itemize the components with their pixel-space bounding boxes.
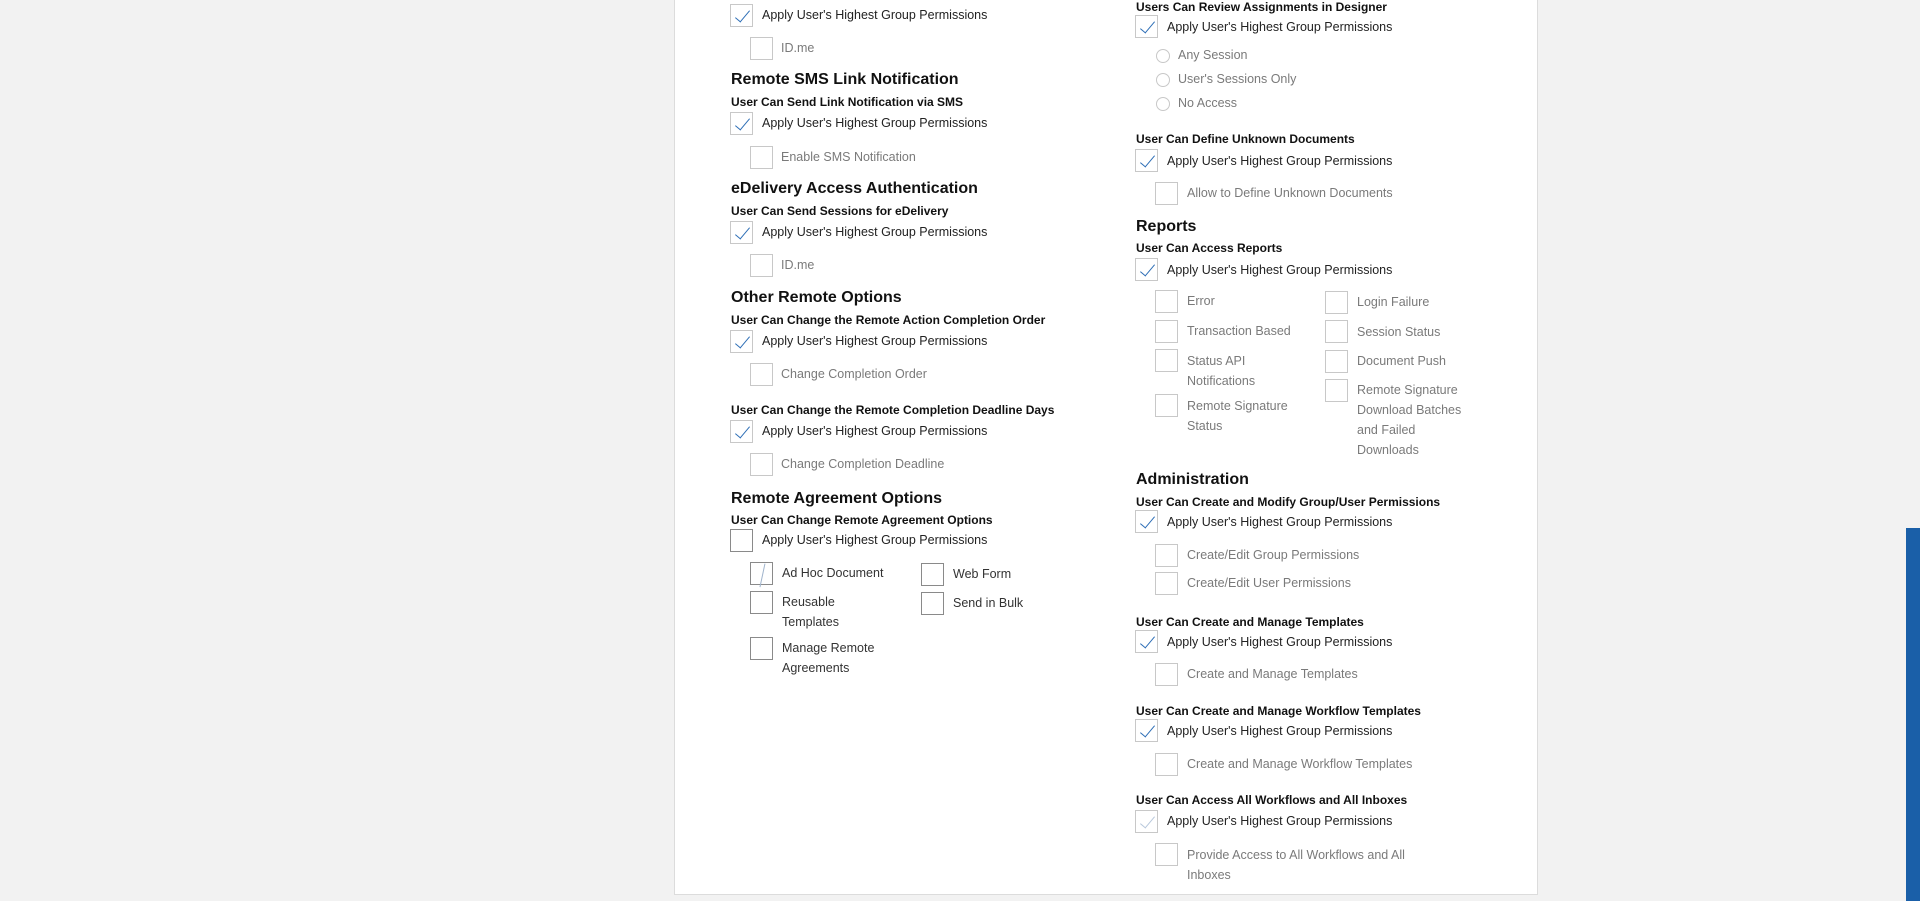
unknown-documents-subtitle: User Can Define Unknown Documents: [1136, 132, 1355, 146]
all-workflows-apply-label: Apply User's Highest Group Permissions: [1167, 814, 1393, 828]
sms-apply-checkbox[interactable]: [730, 112, 753, 135]
change-completion-deadline-label: Change Completion Deadline: [781, 457, 945, 471]
reusable-templates-label: Reusable Templates: [782, 595, 839, 629]
edelivery-subtitle: User Can Send Sessions for eDelivery: [731, 204, 949, 218]
scrollbar-thumb[interactable]: [1906, 528, 1920, 901]
left-top-idme-label: ID.me: [781, 41, 815, 55]
allow-unknown-documents-label: Allow to Define Unknown Documents: [1187, 186, 1393, 200]
change-completion-deadline-checkbox[interactable]: [750, 453, 773, 476]
left-top-apply-checkbox[interactable]: [730, 4, 753, 27]
administration-section-title: Administration: [1136, 471, 1249, 488]
report-login-failure-checkbox[interactable]: [1325, 291, 1348, 314]
report-transaction-based-label: Transaction Based: [1187, 324, 1291, 338]
report-status-api-checkbox[interactable]: [1155, 349, 1178, 372]
report-login-failure-label: Login Failure: [1357, 295, 1430, 309]
report-status-api-label: Status API Notifications: [1187, 354, 1256, 388]
report-session-status-label: Session Status: [1357, 325, 1441, 339]
edelivery-apply-label: Apply User's Highest Group Permissions: [762, 225, 988, 239]
edelivery-section-title: eDelivery Access Authentication: [731, 180, 978, 197]
group-user-permissions-apply-label: Apply User's Highest Group Permissions: [1167, 515, 1393, 529]
unknown-documents-apply-checkbox[interactable]: [1135, 149, 1158, 172]
review-assignments-subtitle: Users Can Review Assignments in Designer: [1136, 0, 1387, 14]
report-document-push-label: Document Push: [1357, 354, 1446, 368]
report-remote-signature-status-label: Remote Signature Status: [1187, 399, 1288, 433]
any-session-radio[interactable]: [1156, 49, 1170, 63]
all-workflows-subtitle: User Can Access All Workflows and All Inboxes: [1136, 793, 1408, 807]
manage-templates-subtitle: User Can Create and Manage Templates: [1136, 615, 1364, 629]
create-edit-group-permissions-checkbox[interactable]: [1155, 544, 1178, 567]
create-edit-group-permissions-label: Create/Edit Group Permissions: [1187, 548, 1360, 562]
review-assignments-apply-checkbox[interactable]: [1135, 15, 1158, 38]
report-session-status-checkbox[interactable]: [1325, 320, 1348, 343]
completion-order-apply-checkbox[interactable]: [730, 330, 753, 353]
all-workflows-apply-checkbox[interactable]: [1135, 810, 1158, 833]
reports-apply-checkbox[interactable]: [1135, 258, 1158, 281]
create-manage-templates-checkbox[interactable]: [1155, 663, 1178, 686]
sms-subtitle: User Can Send Link Notification via SMS: [731, 95, 964, 109]
reports-subtitle: User Can Access Reports: [1136, 241, 1283, 255]
workflow-templates-subtitle: User Can Create and Manage Workflow Templates: [1136, 704, 1421, 718]
completion-order-apply-label: Apply User's Highest Group Permissions: [762, 334, 988, 348]
provide-access-all-workflows-label: Provide Access to All Workflows and All Inboxes: [1187, 848, 1405, 882]
group-user-permissions-apply-checkbox[interactable]: [1135, 510, 1158, 533]
other-remote-section-title: Other Remote Options: [731, 289, 902, 306]
sms-apply-label: Apply User's Highest Group Permissions: [762, 116, 988, 130]
change-completion-order-checkbox[interactable]: [750, 363, 773, 386]
report-download-batches-checkbox[interactable]: [1325, 379, 1348, 402]
send-in-bulk-checkbox[interactable]: [921, 592, 944, 615]
workflow-templates-apply-label: Apply User's Highest Group Permissions: [1167, 724, 1393, 738]
remote-agreement-section-title: Remote Agreement Options: [731, 490, 942, 507]
unknown-documents-apply-label: Apply User's Highest Group Permissions: [1167, 154, 1393, 168]
ad-hoc-document-label: Ad Hoc Document: [782, 566, 884, 580]
manage-templates-apply-checkbox[interactable]: [1135, 630, 1158, 653]
provide-access-all-workflows-checkbox[interactable]: [1155, 843, 1178, 866]
report-document-push-checkbox[interactable]: [1325, 350, 1348, 373]
left-top-idme-checkbox[interactable]: [750, 37, 773, 60]
users-sessions-only-radio[interactable]: [1156, 73, 1170, 87]
create-manage-workflow-templates-checkbox[interactable]: [1155, 753, 1178, 776]
manage-templates-apply-label: Apply User's Highest Group Permissions: [1167, 635, 1393, 649]
reports-section-title: Reports: [1136, 218, 1197, 235]
remote-agreement-apply-label: Apply User's Highest Group Permissions: [762, 533, 988, 547]
users-sessions-only-label: User's Sessions Only: [1178, 72, 1297, 86]
workflow-templates-apply-checkbox[interactable]: [1135, 719, 1158, 742]
remote-agreement-subtitle: User Can Change Remote Agreement Options: [731, 513, 993, 527]
create-manage-workflow-templates-label: Create and Manage Workflow Templates: [1187, 757, 1413, 771]
edelivery-apply-checkbox[interactable]: [730, 221, 753, 244]
report-download-batches-label: Remote Signature Download Batches and Failed Downloads: [1357, 383, 1462, 457]
review-assignments-apply-label: Apply User's Highest Group Permissions: [1167, 20, 1393, 34]
report-transaction-based-checkbox[interactable]: [1155, 320, 1178, 343]
report-error-checkbox[interactable]: [1155, 290, 1178, 313]
allow-unknown-documents-checkbox[interactable]: [1155, 182, 1178, 205]
deadline-days-subtitle: User Can Change the Remote Completion Deadline Days: [731, 403, 1055, 417]
edelivery-idme-label: ID.me: [781, 258, 815, 272]
web-form-label: Web Form: [953, 567, 1012, 581]
sms-section-title: Remote SMS Link Notification: [731, 71, 959, 88]
group-user-permissions-subtitle: User Can Create and Modify Group/User Permissions: [1136, 495, 1441, 509]
deadline-days-apply-checkbox[interactable]: [730, 420, 753, 443]
reports-apply-label: Apply User's Highest Group Permissions: [1167, 263, 1393, 277]
create-edit-user-permissions-checkbox[interactable]: [1155, 572, 1178, 595]
left-top-apply-label: Apply User's Highest Group Permissions: [762, 8, 988, 22]
manage-remote-agreements-label: Manage Remote Agreements: [782, 641, 875, 675]
create-edit-user-permissions-label: Create/Edit User Permissions: [1187, 576, 1351, 590]
completion-order-subtitle: User Can Change the Remote Action Completion Order: [731, 313, 1046, 327]
report-error-label: Error: [1187, 294, 1215, 308]
no-access-label: No Access: [1178, 96, 1238, 110]
any-session-label: Any Session: [1178, 48, 1248, 62]
web-form-checkbox[interactable]: [921, 563, 944, 586]
manage-remote-agreements-checkbox[interactable]: [750, 637, 773, 660]
change-completion-order-label: Change Completion Order: [781, 367, 927, 381]
edelivery-idme-checkbox[interactable]: [750, 254, 773, 277]
create-manage-templates-label: Create and Manage Templates: [1187, 667, 1358, 681]
report-remote-signature-status-checkbox[interactable]: [1155, 394, 1178, 417]
sms-enable-label: Enable SMS Notification: [781, 150, 916, 164]
no-access-radio[interactable]: [1156, 97, 1170, 111]
send-in-bulk-label: Send in Bulk: [953, 596, 1024, 610]
reusable-templates-checkbox[interactable]: [750, 591, 773, 614]
deadline-days-apply-label: Apply User's Highest Group Permissions: [762, 424, 988, 438]
sms-enable-checkbox[interactable]: [750, 146, 773, 169]
ad-hoc-document-checkbox[interactable]: [750, 562, 773, 585]
remote-agreement-apply-checkbox[interactable]: [730, 529, 753, 552]
